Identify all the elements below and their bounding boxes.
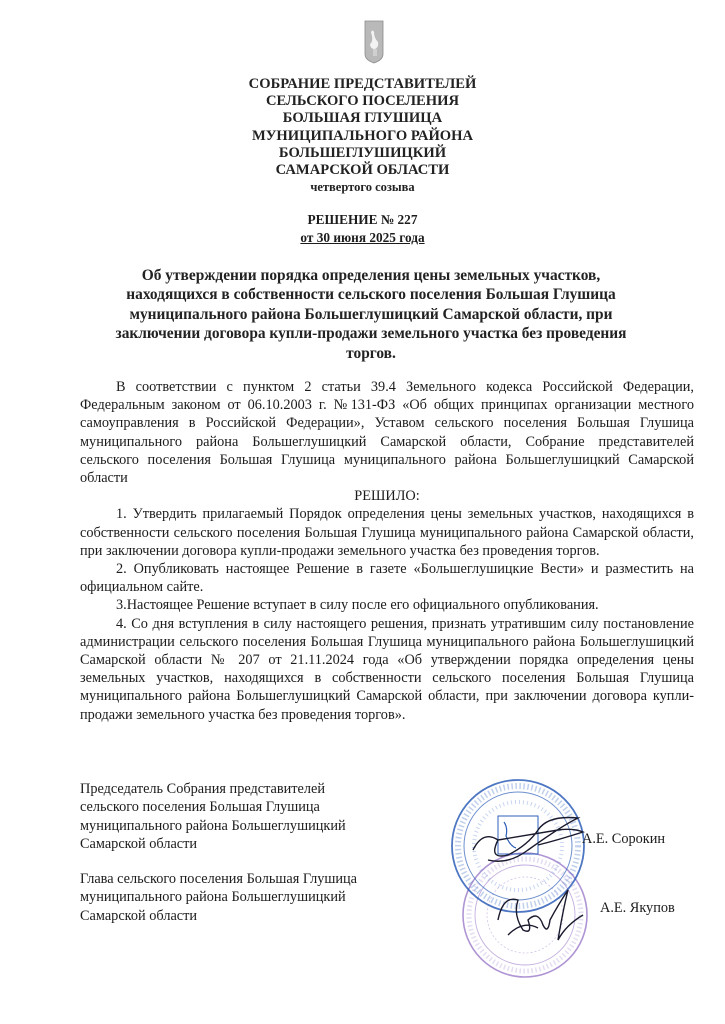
head-name: А.Е. Якупов [600,900,675,916]
signatory-position-line: Самарской области [80,835,198,852]
resolution-item: 4. Со дня вступления в силу настоящего решения, признать утратившим силу постановление администрации сельского поселения Большая Глушица муниципального района Большеглушицкий Самарской области № 207 от 21.11.2024 года «Об утверждении порядка определения цены земельных участков, находящихся в собственности сельского поселения Большая Глушица муниципального района Большеглушицкий Самарской области, при заключении договора купли-продажи земельного участка без проведения торгов». [80,615,694,723]
signatory-position-line: сельского поселения Большая Глушица [80,799,320,816]
signatory-position-line: муниципального района Большеглушицкий [80,889,346,906]
header-line: СОБРАНИЕ ПРЕДСТАВИТЕЛЕЙ [248,76,477,92]
resolved-heading: РЕШИЛО: [354,488,420,505]
signatory-position-line: Председатель Собрания представителей [80,781,326,797]
head-handwritten-signature [488,880,598,950]
header-line: САМАРСКОЙ ОБЛАСТИ [275,162,450,179]
issuing-body-header [0,76,725,196]
document-title: Об утверждении порядка определения цены земельных участков, находящихся в собственности сельского поселения Большая Глушица муниципального района Большеглушицкий Самарской области, при заключении договора купли-продажи земельного участка без проведения торгов. [115,267,627,362]
resolution-item: 3.Настоящее Решение вступает в силу после его официального опубликования. [116,597,599,614]
resolution-item: 1. Утвердить прилагаемый Порядок определения цены земельных участков, находящихся в собственности сельского поселения Большая Глушица муниципального района Самарской области, при заключении договора купли-продажи земельного участка без проведения торгов. [80,506,694,559]
chairman-signature-block [80,780,380,853]
resolution-item: 2. Опубликовать настоящее Решение в газете «Большеглушицкие Вести» и разместить на официальном сайте. [80,561,694,596]
convocation: четвертого созыва [310,180,415,195]
signatory-position-line: муниципального района Большеглушицкий [80,817,346,834]
preamble: В соответствии с пунктом 2 статьи 39.4 Земельного кодекса Российской Федерации, Федеральным законом от 06.10.2003 г. №131-ФЗ «Об общих принципах организации местного самоуправления в Российской Федерации», Уставом сельского поселения Большая Глушица муниципального района Большеглушицкий Самарской области, Собрание представителей сельского поселения Большая Глушица муниципального района Большеглушицкий Самарской области [80,379,694,487]
header-line: МУНИЦИПАЛЬНОГО РАЙОНА [251,127,474,144]
document-body [80,378,694,724]
header-line: СЕЛЬСКОГО ПОСЕЛЕНИЯ [265,93,460,110]
header-line: БОЛЬШЕГЛУШИЦКИЙ [278,144,447,161]
chairman-handwritten-signature [468,810,588,870]
signatory-position-line: Глава сельского поселения Большая Глушица [80,871,358,887]
chairman-name: А.Е. Сорокин [582,831,666,847]
decision-block [0,211,725,246]
header-line: БОЛЬШАЯ ГЛУШИЦА [282,110,443,127]
head-signature-block [80,870,390,925]
signatory-position-line: Самарской области [80,907,198,924]
decision-number: РЕШЕНИЕ № 227 [307,212,418,227]
coat-of-arms-emblem [364,20,384,64]
decision-date: от 30 июня 2025 года [300,229,425,245]
